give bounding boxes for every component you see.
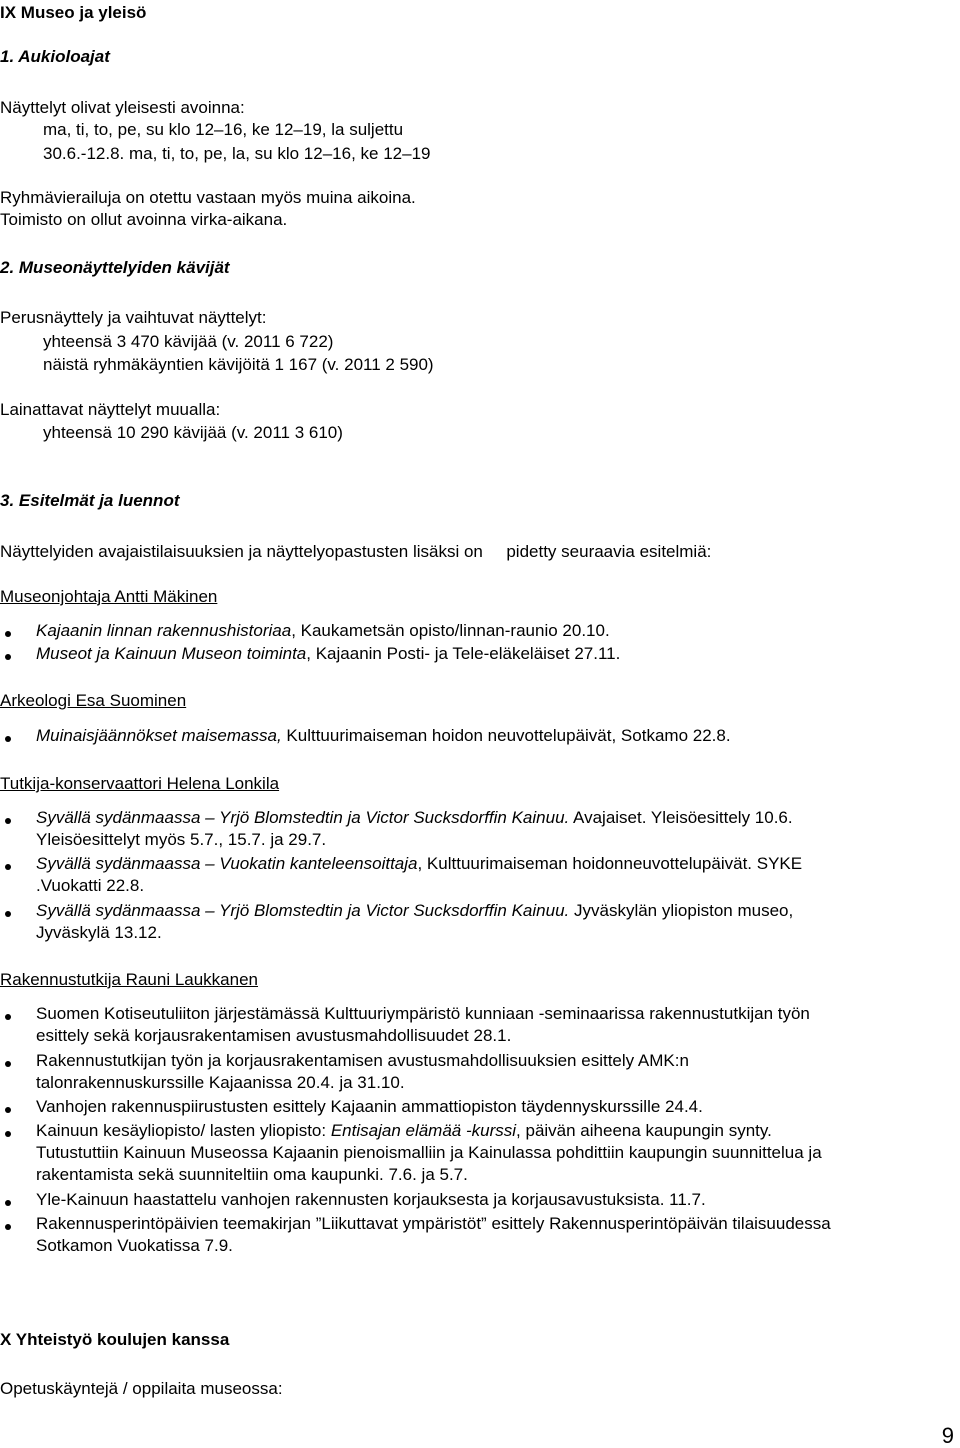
office-hours-text: Toimisto on ollut avoinna virka-aikana. (0, 210, 288, 229)
speaker-name: Arkeologi Esa Suominen (0, 691, 187, 710)
list-item: Rakennustutkijan työn ja korjausrakentamisen avustusmahdollisuuksien esittely AMK:n talonrakennuskurssille Kajaanissa 20.4. ja 31.10. (36, 1051, 689, 1092)
bullet-icon (5, 736, 11, 742)
bullet-icon (5, 1014, 11, 1020)
group-visits-text: Ryhmävierailuja on otettu vastaan myös muina aikoina. (0, 188, 416, 207)
page-number: 9 (941, 1423, 954, 1448)
list-item: Syvällä sydänmaassa – Vuokatin kanteleensoittaja, Kulttuurimaiseman hoidonneuvottelupäivät. SYKE .Vuokatti 22.8. (36, 854, 803, 895)
lectures-intro-a: Näyttelyiden avajaistilaisuuksien ja näyttelyopastusten lisäksi on (0, 542, 483, 561)
speaker-name: Rakennustutkija Rauni Laukkanen (0, 970, 259, 989)
list-item: Kajaanin linnan rakennushistoriaa, Kaukametsän opisto/linnan-raunio 20.10. (36, 621, 610, 640)
bullet-icon (5, 654, 11, 660)
list-item: Syvällä sydänmaassa – Yrjö Blomstedtin ja Victor Sucksdorffin Kainuu. Jyväskylän yliopiston museo, Jyväskylä 13.12. (36, 901, 794, 942)
permanent-exhibition-total: yhteensä 3 470 kävijää (v. 2011 6 722) (43, 332, 334, 351)
opening-hours-2: 30.6.-12.8. ma, ti, to, pe, la, su klo 12–16, ke 12–19 (43, 144, 431, 163)
bullet-icon (5, 631, 11, 637)
bullet-icon (5, 1224, 11, 1230)
bullet-icon (5, 864, 11, 870)
list-item: Suomen Kotiseutuliiton järjestämässä Kulttuuriympäristö kunniaan -seminaarissa rakennustutkijan työn esittely sekä korjausrakentamisen avustusmahdollisuudet 28.1. (36, 1004, 810, 1045)
section-title-opening-hours: 1. Aukioloajat (0, 47, 110, 66)
lectures-intro (0, 541, 711, 563)
bullet-icon (5, 1061, 11, 1067)
list-item: Museot ja Kainuun Museon toiminta, Kajaanin Posti- ja Tele-eläkeläiset 27.11. (36, 644, 621, 663)
bullet-icon (5, 818, 11, 824)
section-title-lectures: 3. Esitelmät ja luennot (0, 491, 180, 510)
list-item: Syvällä sydänmaassa – Yrjö Blomstedtin ja Victor Sucksdorffin Kainuu. Avajaiset. Yleisöesittely 10.6. Yleisöesittelyt myös 5.7., 15.7. ja 29.7. (36, 808, 793, 849)
speaker-name: Museonjohtaja Antti Mäkinen (0, 587, 218, 606)
loan-exhibition-label: Lainattavat näyttelyt muualla: (0, 400, 221, 419)
list-item: Kainuun kesäyliopisto/ lasten yliopisto: Entisajan elämää -kurssi, päivän aiheena kaupungin synty. Tutustuttiin Kainuun Museossa Kajaanin pienoismalliin ja Kainulassa pohdittiin kaupungin suunnittelua ja rakentamista sekä suunniteltiin oma kaupunki. 7.6. ja 5.7. (36, 1121, 822, 1184)
bullet-icon (5, 1131, 11, 1137)
opening-hours-1: ma, ti, to, pe, su klo 12–16, ke 12–19, la suljettu (43, 120, 404, 139)
chapter-heading-x: X Yhteistyö koulujen kanssa (0, 1330, 230, 1349)
permanent-exhibition-groups: näistä ryhmäkäyntien kävijöitä 1 167 (v. 2011 2 590) (43, 355, 434, 374)
lectures-intro-b: pidetty seuraavia esitelmiä: (506, 542, 712, 561)
list-item: Vanhojen rakennuspiirustusten esittely Kajaanin ammattiopiston täydennyskurssille 24.4. (36, 1097, 703, 1116)
school-visits-intro: Opetuskäyntejä / oppilaita museossa: (0, 1379, 283, 1398)
list-item: Rakennusperintöpäivien teemakirjan ”Liikuttavat ympäristöt” esittely Rakennusperintöpäivän tilaisuudessa Sotkamon Vuokatissa 7.9. (36, 1214, 831, 1255)
loan-exhibition-total: yhteensä 10 290 kävijää (v. 2011 3 610) (43, 423, 343, 442)
bullet-icon (5, 1107, 11, 1113)
permanent-exhibition-label: Perusnäyttely ja vaihtuvat näyttelyt: (0, 308, 267, 327)
list-item: Muinaisjäännökset maisemassa, Kulttuurimaiseman hoidon neuvottelupäivät, Sotkamo 22.8. (36, 726, 731, 745)
speaker-name: Tutkija-konservaattori Helena Lonkila (0, 774, 280, 793)
bullet-icon (5, 1200, 11, 1206)
list-item: Yle-Kainuun haastattelu vanhojen rakennusten korjauksesta ja korjausavustuksista. 11.7. (36, 1190, 706, 1209)
bullet-icon (5, 911, 11, 917)
section-title-visitors: 2. Museonäyttelyiden kävijät (0, 258, 230, 277)
chapter-heading-ix: IX Museo ja yleisö (0, 3, 147, 22)
opening-intro: Näyttelyt olivat yleisesti avoinna: (0, 98, 245, 117)
